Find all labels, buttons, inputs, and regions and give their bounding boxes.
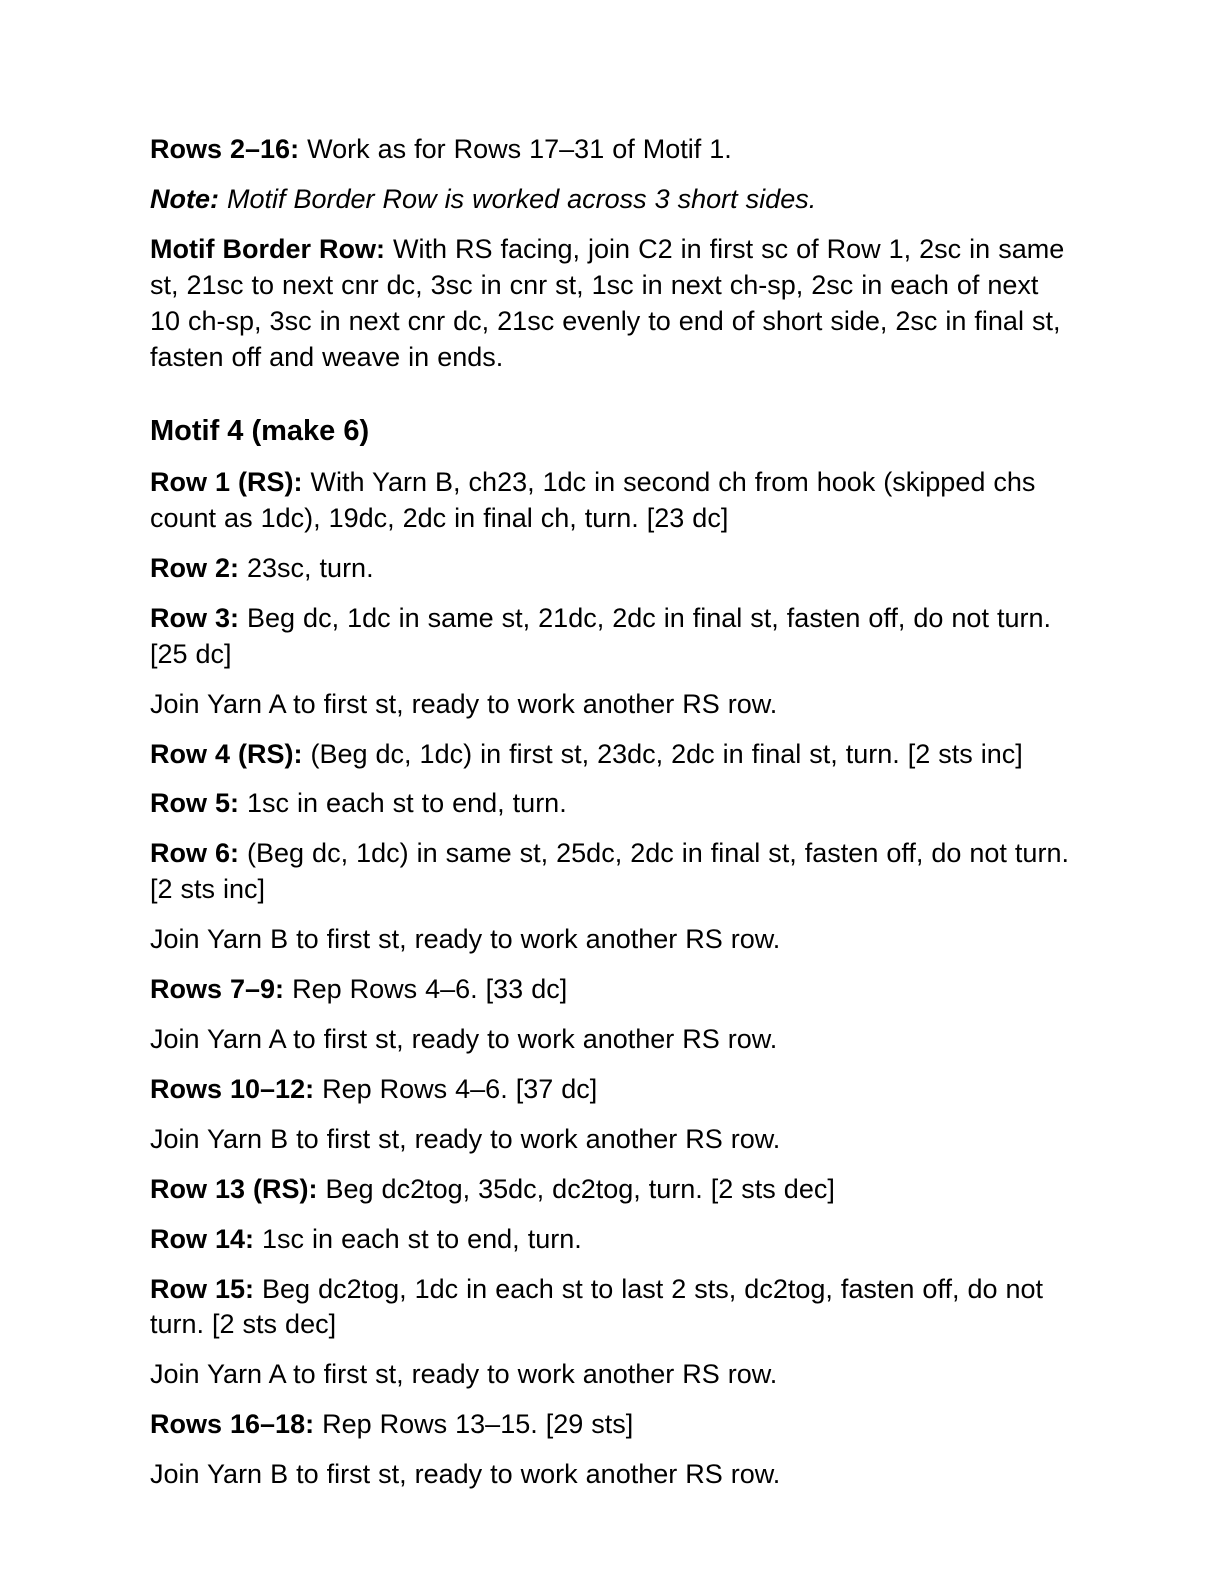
section-heading-motif-4: Motif 4 (make 6) [150,415,370,448]
document-body [150,132,1074,1493]
instruction-row-4 [150,737,1074,773]
instruction-lead: Row 13 (RS): [150,1173,318,1204]
instruction-text: Join Yarn A to first st, ready to work another RS row. [150,1024,778,1054]
instruction-text: Join Yarn B to first st, ready to work another RS row. [150,1123,781,1154]
instruction-text: Join Yarn A to first st, ready to work another RS row. [150,1359,778,1390]
paragraph-text: Motif Border Row is worked across 3 short sides. [219,183,817,214]
instruction-text: Beg dc2tog, 35dc, dc2tog, turn. [2 sts dec] [317,1173,835,1204]
paragraph-lead: Rows 2–16: [150,134,300,164]
paragraph-note [150,182,1074,218]
instruction-text: Join Yarn A to first st, ready to work another RS row. [150,688,778,719]
paragraph-rows-2-16 [150,132,1074,168]
instruction-text: 1sc in each st to end, turn. [254,1223,582,1254]
instruction-row-5 [150,786,1074,822]
paragraph-text: Work as for Rows 17–31 of Motif 1. [299,134,732,164]
instruction-text: (Beg dc, 1dc) in first st, 23dc, 2dc in final st, turn. [2 sts inc] [302,738,1023,769]
instruction-text: 23sc, turn. [239,552,374,583]
instruction-lead: Row 4 (RS): [150,738,303,769]
instruction-join-b-3 [150,1457,1074,1493]
instruction-join-b-2 [150,1122,1074,1158]
paragraph-lead: Motif Border Row: [150,233,385,264]
instruction-lead: Rows 10–12: [150,1073,315,1104]
instruction-join-a-3 [150,1357,1074,1393]
instruction-text: Rep Rows 13–15. [29 sts] [314,1409,634,1440]
instruction-row-2 [150,551,1074,587]
instruction-rows-16-18 [150,1407,1074,1443]
instruction-join-b-1 [150,922,1074,958]
instruction-text: Join Yarn B to first st, ready to work another RS row. [150,1459,781,1490]
instruction-text: Beg dc2tog, 1dc in each st to last 2 sts, dc2tog, fasten off, do not turn. [2 sts dec] [150,1273,1044,1340]
instruction-row-13 [150,1172,1074,1208]
paragraph-lead: Note: [150,183,219,214]
instruction-join-a-1 [150,687,1074,723]
instruction-lead: Row 5: [150,788,240,819]
instruction-text: Join Yarn B to first st, ready to work another RS row. [150,924,781,955]
instruction-lead: Row 14: [150,1223,255,1254]
instruction-rows-7-9 [150,972,1074,1008]
instruction-row-1 [150,465,1074,537]
instruction-lead: Row 1 (RS): [150,467,303,498]
instruction-row-15 [150,1272,1074,1344]
instruction-text: Beg dc, 1dc in same st, 21dc, 2dc in final st, fasten off, do not turn. [25 dc] [150,602,1051,669]
instruction-lead: Row 6: [150,838,240,869]
instruction-row-3 [150,601,1074,673]
paragraph-text: With RS facing, join C2 in first sc of Row 1, 2sc in same st, 21sc to next cnr dc, 3sc in cnr st, 1sc in next ch-sp, 2sc in each of next 10 ch-sp, 3sc in next cnr dc, 21sc evenly to end of short side, 2sc in final st, fasten off and weave in ends. [150,233,1065,372]
instruction-join-a-2 [150,1022,1074,1058]
instruction-row-14 [150,1222,1074,1258]
instruction-lead: Row 2: [150,552,240,583]
instruction-row-6 [150,836,1074,908]
paragraph-motif-border-row [150,232,1074,376]
instruction-text: Rep Rows 4–6. [33 dc] [284,974,568,1005]
instruction-lead: Row 3: [150,602,240,633]
instruction-text: With Yarn B, ch23, 1dc in second ch from hook (skipped chs count as 1dc), 19dc, 2dc in final ch, turn. [23 dc] [150,467,1036,534]
instruction-text: Rep Rows 4–6. [37 dc] [314,1073,598,1104]
instruction-text: (Beg dc, 1dc) in same st, 25dc, 2dc in final st, fasten off, do not turn. [2 sts inc] [150,838,1069,905]
instruction-lead: Rows 16–18: [150,1409,315,1440]
instruction-lead: Rows 7–9: [150,974,285,1005]
instruction-text: 1sc in each st to end, turn. [239,788,567,819]
instruction-rows-10-12 [150,1072,1074,1108]
instruction-lead: Row 15: [150,1273,255,1304]
